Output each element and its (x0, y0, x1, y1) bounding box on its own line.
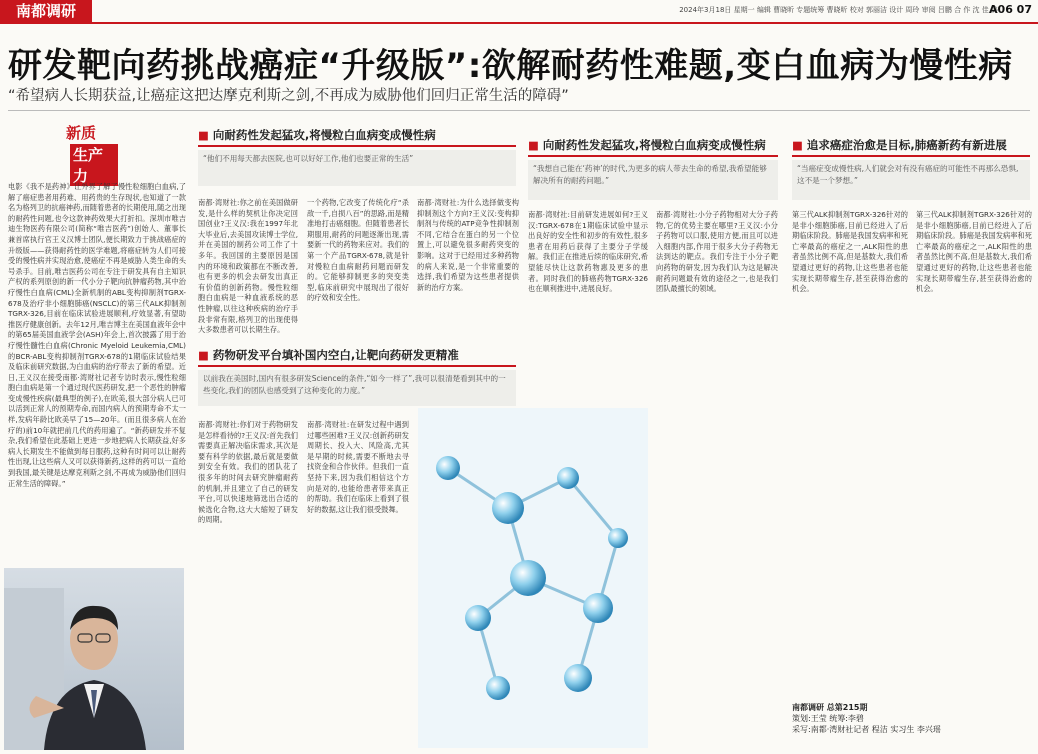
bullet-icon: ■ (198, 128, 209, 142)
section-rule-2 (198, 365, 516, 367)
badge-line1: 新质 (66, 124, 97, 142)
intro-text: 电影《我不是药神》让外界了解了慢性粒细胞白血病,了解了癌症患者用药难、用药贵的生存现状,也知道了一款名为格列卫的抗癌神药,而随着患者的长期使用,随之出现的耐药性问题,也令这款神药效果大打折扣。深圳市唯吉迪生物医药有限公司(简称“唯吉医药”)创始人、董事长兼首席执行官王义汉博士团队,便长期致力于挑战癌症的升级版——获得耐药性的医学难题,将癌症转为人们可接受的慢性病并实现治愈,使癌症不再是威胁人类生命的头号杀手。目前,唯吉医药公司在专注于研发具有自主知识产权的系列原创的新一代小分子靶向抗肿瘤药物,其中治疗慢性白血病(CML)全新机制的ABL变构抑制剂TGRX-678及治疗非小细胞肺癌(NSCLC)的第三代ALK抑制剂TGRX-326,目前在临床试验进展顺利,疗效显著,有望助推医疗健康创新。去年12月,唯吉博主在美国血液年会中的第65届美国血液学会(ASH)年会上,首次披露了用于治疗慢性髓性白血病(Chronic Myeloid Leukemia,CML)的BCR-ABL变构抑制剂TGRX-678的1期临床试验结果及临床前研究数据,为白血病的治疗带去了新的希望。近日,王义汉在接受南都·湾财社记者专访时表示,慢性粒细胞白血病是第一个通过现代医药研发,把一个恶性的肿瘤变成慢性疾病(最典型的例子),在欧美,很大部分病人已可以活到正常人的预期寿命,而国内病人的预期寿命不太一样,发病年龄比欧美早了15—20年。(而且很多病人在治疗的)前10年就把前几代的药用遍了。“新药研发并不复杂,我们希望在此基础上更进一步地把病人长期获益,好多病人长期发生不能做到每日服药,这种有时间可以让耐药性出现,让这些病人又可以获得新药,这样的药可以一直给到我国,最关键是达摩克利斯之剑,不再成为威胁他们回归正常生活的障碍。” (8, 182, 186, 488)
section-brand: 南都调研 (0, 0, 92, 22)
credits-line1: 南都调研 总第215期 (792, 703, 868, 712)
section-title-3 (528, 137, 766, 153)
section-title-3-text: 向耐药性发起猛攻,将慢粒白血病变成慢性病 (542, 138, 766, 152)
section-rule-4 (792, 155, 1030, 157)
masthead-rule (0, 22, 1038, 24)
article-col-3: 南都·湾财社:为什么选择做变构抑制剂这个方向?王义汉:变构抑制剂与传统的ATP竞争性抑制剂不同,它结合在蛋白的另一个位置上,可以避免很多耐药突变的影响。这对于已经用过多种药物的病人来说,是一个非常重要的选择,我们希望为这些患者提供新的治疗方案。 (417, 198, 519, 292)
article-col-5: 南都·湾财社:在研发过程中遇到过哪些困难?王义汉:创新药研发周期长、投入大、风险高,尤其是早期的时候,需要不断地去寻找资金和合作伙伴。但我们一直坚持下来,因为我们相信这个方向是对的,也能给患者带来真正的帮助。我们在临床上看到了很好的数据,这让我们很受鼓舞。 (307, 420, 409, 514)
section-title-4 (792, 137, 1007, 153)
page-number: A06 07 (989, 3, 1032, 16)
article-col-2: 一个药物,它改变了传统化疗“杀敌一千,自损八百”的思路,而是精准地打击癌细胞。但随着患者长期服用,耐药的问题逐渐出现,需要新一代的药物来应对。我们的第一个产品TGRX-678,就是针对慢粒白血病耐药问题而研发的。它能够抑制更多的突变类型,临床前研究中展现出了很好的疗效和安全性。 (307, 198, 409, 303)
article-col-4: 南都·湾财社:你们对于药物研发是怎样看待的?王义汉:首先我们需要真正解决临床需求,其次是要有科学的依据,最后就是要做到安全有效。我们的团队花了很多年的时间去研究肿瘤耐药的机制,并且建立了自己的研发平台,可以快速地筛选出合适的候选化合物,这大大缩短了研发的周期。 (198, 420, 298, 525)
section-rule-1 (198, 145, 516, 147)
credits-line2: 策划:王莹 统筹:李碧 (792, 714, 864, 723)
subhead: “希望病人长期获益,让癌症这把达摩克利斯之剑,不再成为威胁他们回归正常生活的障碍” (8, 88, 569, 104)
pull-quote-3: “我想自己能在‘药神’的时代,为更多的病人带去生命的希望,我希望能够解决所有的耐药问题。” (528, 160, 778, 200)
molecule-graphic (418, 408, 648, 748)
credits-line3: 采写:南都·湾财社记者 程洁 实习生 李兴瑶 (792, 725, 941, 734)
bullet-icon: ■ (528, 138, 539, 152)
section-title-2-text: 药物研发平台填补国内空白,让靶向药研发更精准 (212, 348, 459, 362)
section-title-4-text: 追求癌症治愈是目标,肺癌新药有新进展 (806, 138, 1007, 152)
pull-quote-1: “他们不用每天都去医院,也可以好好工作,他们也要正常的生活” (198, 150, 516, 186)
article-col-6: 南都·湾财社:目前研发进展如何?王义汉:TGRX-678在1期临床试验中显示出良好的安全性和初步的有效性,很多患者在用药后获得了主要分子学缓解。我们正在推进后续的临床研究,希望能尽快让这款药物惠及更多的患者。同时我们的肺癌药物TGRX-326也在顺利推进中,进展良好。 (528, 210, 648, 294)
article-col-9: 第三代ALK抑制剂TGRX-326针对的是非小细胞肺癌,目前已经进入了后期临床阶段。肺癌是我国发病率和死亡率最高的癌症之一,ALK阳性的患者虽然比例不高,但是基数大,我们希望通过更好的药物,让这些患者也能实现长期带瘤生存,甚至获得治愈的机会。 (916, 210, 1032, 294)
credits (792, 702, 1030, 735)
portrait-photo (4, 568, 184, 750)
bullet-icon: ■ (198, 348, 209, 362)
date-info: 2024年3月18日 星期一 编辑 曹晓昕 专题统筹 曹晓昕 校对 郭丽洁 设计 周玲 审阅 吕鹏 合 作 沈 佳 美 (679, 6, 998, 14)
section-title-2 (198, 347, 459, 363)
section-title-1-text: 向耐药性发起猛攻,将慢粒白血病变成慢性病 (212, 128, 436, 142)
divider (8, 110, 1030, 111)
column-badge (66, 122, 118, 185)
badge-line2: 生产力 (70, 144, 118, 186)
bullet-icon: ■ (792, 138, 803, 152)
section-title-1 (198, 127, 436, 143)
article-col-8: 第三代ALK抑制剂TGRX-326针对的是非小细胞肺癌,目前已经进入了后期临床阶段。肺癌是我国发病率和死亡率最高的癌症之一,ALK阳性的患者虽然比例不高,但是基数大,我们希望通过更好的药物,让这些患者也能实现长期带瘤生存,甚至获得治愈的机会。 (792, 210, 908, 294)
pull-quote-4: “当癌症变成慢性病,人们就会对有没有癌症的可能性不再那么恐惧,这不是一个梦想。” (792, 160, 1030, 200)
headline: 研发靶向药挑战癌症“升级版”:欲解耐药性难题,变白血病为慢性病 (8, 46, 1013, 86)
article-col-7: 南都·湾财社:小分子药物相对大分子药物,它的优势主要在哪里?王义汉:小分子药物可以口服,使用方便,而且可以进入细胞内部,作用于很多大分子药物无法到达的靶点。我们专注于小分子靶向药物的研发,因为我们认为这是解决耐药问题最有效的途径之一,也是我们团队最擅长的领域。 (656, 210, 778, 294)
masthead (0, 0, 1038, 22)
pull-quote-2: 以前我在美国时,国内有很多研发Science的条件,“如今一样了”,我可以很清楚看到其中的一些变化,我们的团队也感受到了这种变化的力度。” (198, 370, 516, 406)
section-rule-3 (528, 155, 778, 157)
article-col-1: 南都·湾财社:你之前在美国做研发,是什么样的契机让你决定回国创业?王义汉:我在1997年北大毕业后,去美国攻读博士学位,并在美国的制药公司工作了十多年。我回国的主要原因是国内的环境和政策都在不断改善,也有更多的机会去研发出真正有价值的创新药物。慢性粒细胞白血病是一种血液系统的恶性肿瘤,以往这种疾病的治疗手段非常有限,格列卫的出现使得大多数患者可以长期生存。 (198, 198, 298, 335)
